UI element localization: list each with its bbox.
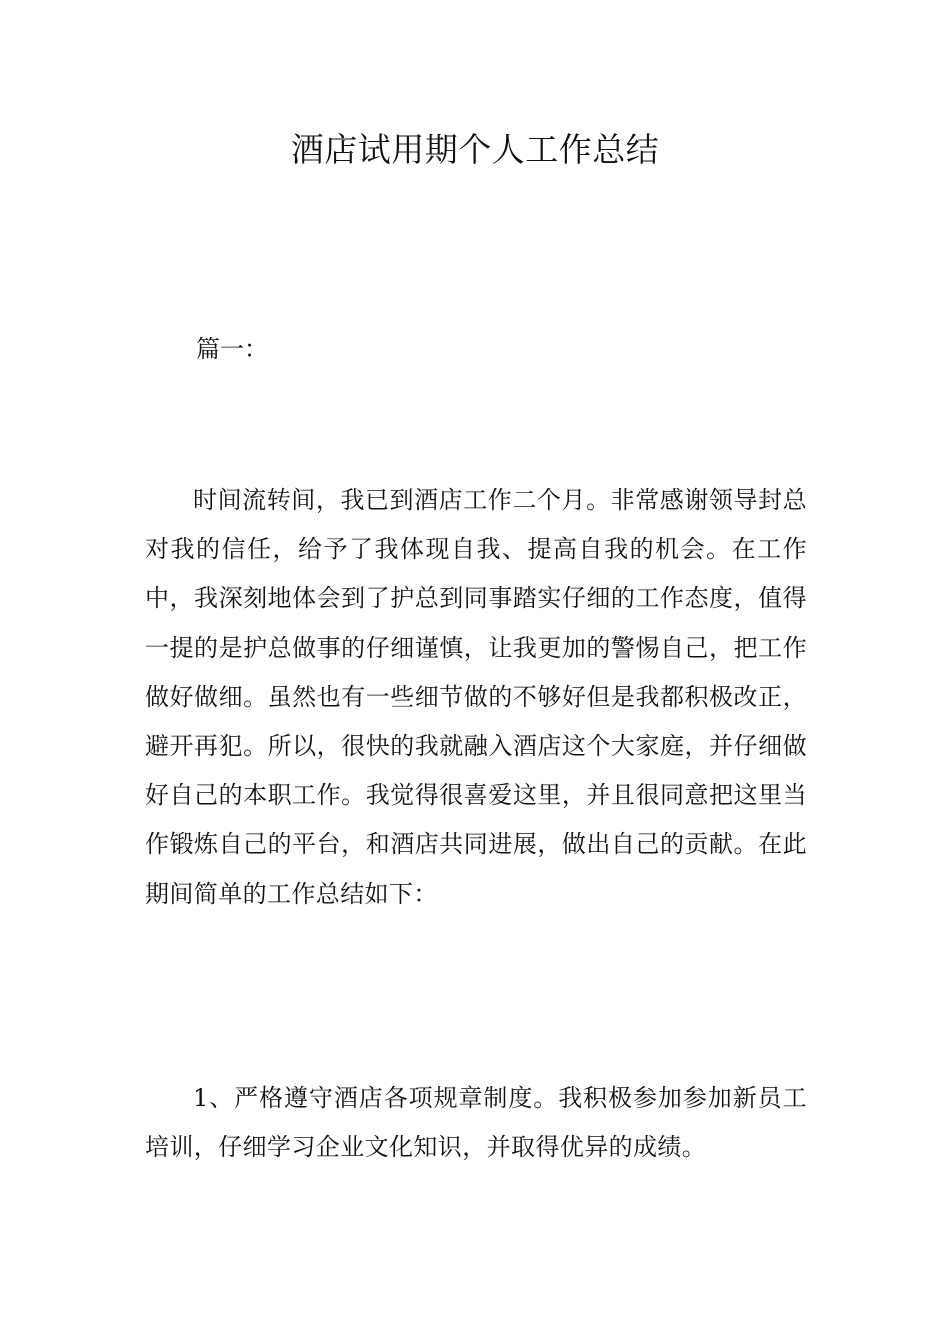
document-title: 酒店试用期个人工作总结	[290, 130, 660, 169]
body-paragraph: 1、严格遵守酒店各项规章制度。我积极参加参加新员工培训，仔细学习企业文化知识，并取得优异的成绩。	[145, 1084, 807, 1162]
section-heading: 篇一：	[196, 335, 268, 363]
body-paragraph: 时间流转间，我已到酒店工作二个月。非常感谢领导封总对我的信任，给予了我体现自我、提高自我的机会。在工作中，我深刻地体会到了护总到同事踏实仔细的工作态度，值得一提的是护总做事的仔细谨慎，让我更加的警惕自己，把工作做好做细。虽然也有一些细节做的不够好但是我都积极改正，避开再犯。所以，很快的我就融入酒店这个大家庭，并仔细做好自己的本职工作。我觉得很喜爱这里，并且很同意把这里当作锻炼自己的平台，和酒店共同进展，做出自己的贡献。在此期间简单的工作总结如下：	[145, 486, 807, 908]
